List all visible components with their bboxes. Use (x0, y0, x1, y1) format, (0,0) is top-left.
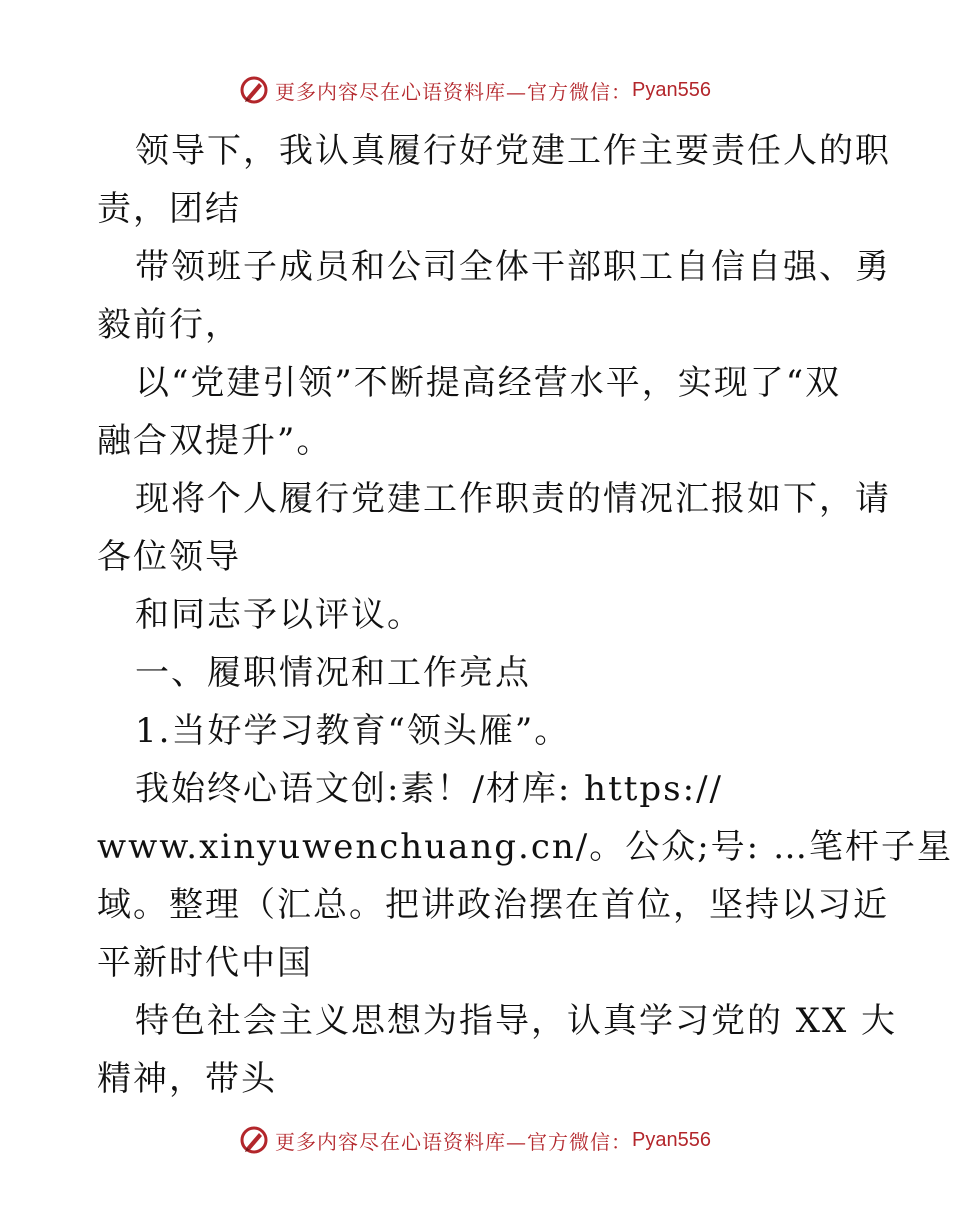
body-line: 毅前行， (97, 305, 241, 345)
header-banner (0, 70, 950, 110)
document-body (97, 122, 953, 1108)
body-line: 平新时代中国 (97, 943, 313, 983)
section-heading: 一、履职情况和工作亮点 (135, 653, 531, 693)
footer-banner (0, 1120, 950, 1160)
body-line: 融合双提升”。 (97, 421, 333, 461)
footer-banner-text: 更多内容尽在心语资料库—官方微信： (275, 1129, 633, 1154)
body-line: 领导下，我认真履行好党建工作主要责任人的职 (135, 131, 891, 171)
body-line: 特色社会主义思想为指导，认真学习党的 XX 大 (135, 1001, 898, 1041)
body-line: 我始终心语文创:素！/材库: https:// (135, 769, 723, 809)
body-line: 以“党建引领”不断提高经营水平，实现了“双 (135, 363, 842, 403)
subsection-heading: 1.当好学习教育“领头雁”。 (135, 711, 571, 751)
body-line: 域。整理（汇总。把讲政治摆在首位，坚持以习近 (97, 885, 889, 925)
footer-banner-wechat-id: Pyan556 (632, 1128, 711, 1151)
body-line: 现将个人履行党建工作职责的情况汇报如下，请 (135, 479, 891, 519)
body-line: 带领班子成员和公司全体干部职工自信自强、勇 (135, 247, 891, 287)
body-line: 精神，带头 (97, 1059, 277, 1099)
body-line: 各位领导 (97, 537, 241, 577)
body-line: 和同志予以评议。 (135, 595, 423, 635)
header-banner-wechat-id: Pyan556 (632, 78, 711, 101)
pen-logo-icon (239, 1125, 269, 1155)
pen-logo-icon (239, 75, 269, 105)
header-banner-text: 更多内容尽在心语资料库—官方微信： (275, 79, 633, 104)
body-line: www.xinyuwenchuang.cn/。公众;号: …笔杆子星 (97, 827, 953, 867)
body-line: 责，团结 (97, 189, 241, 229)
